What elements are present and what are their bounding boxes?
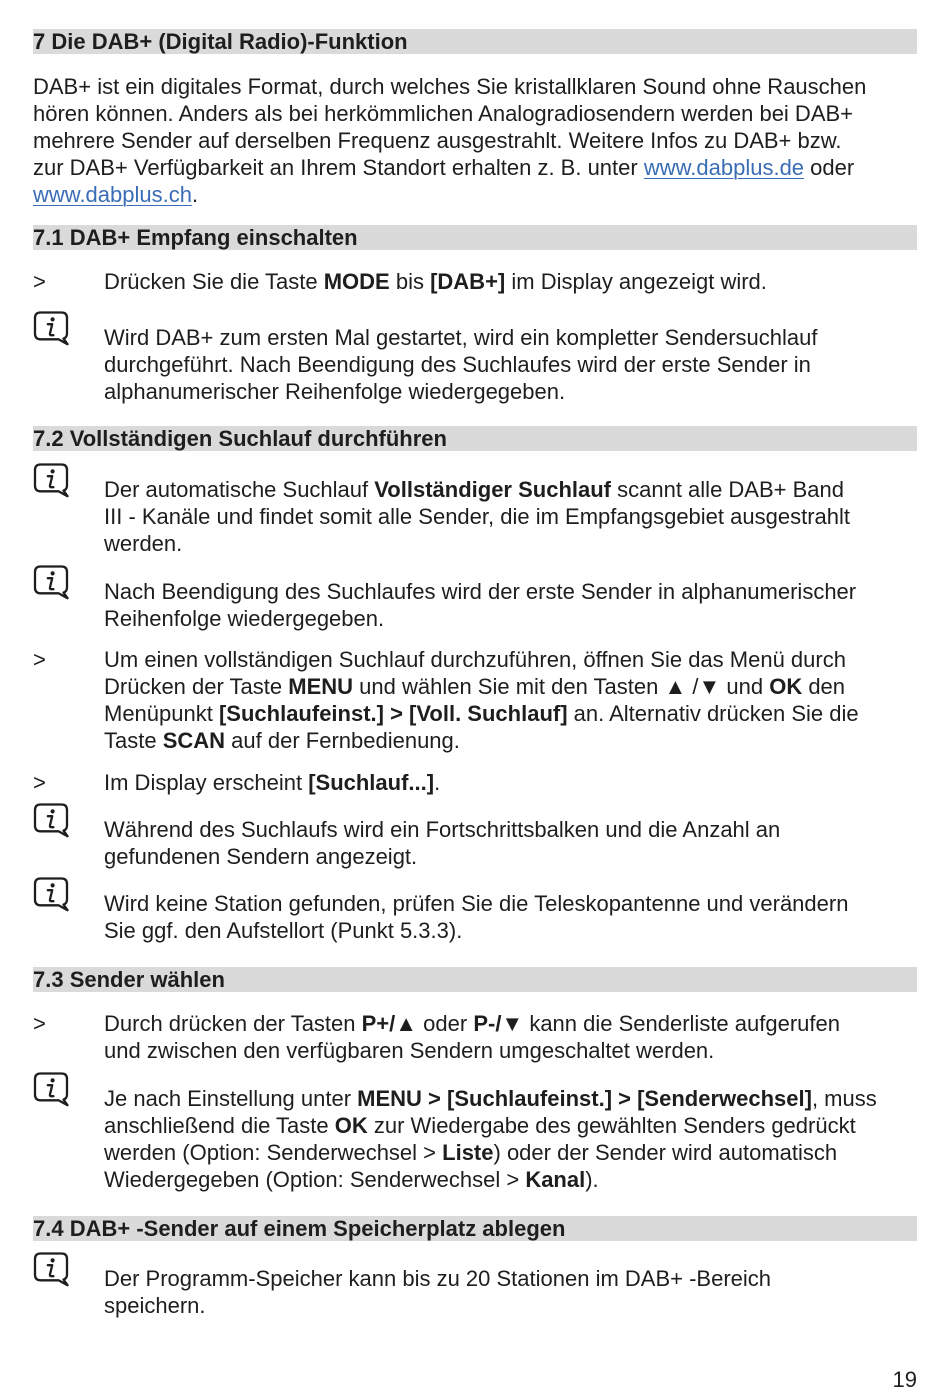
step-marker: > [33,269,46,294]
menu-term-full-scan: Vollständiger Suchlauf [374,477,612,502]
section-heading-7-2: 7.2 Vollständigen Suchlauf durchführen [33,426,917,451]
text-segment: . [434,770,441,795]
dabplus-de-link[interactable]: www.dabplus.de [643,155,805,180]
section-heading-7-3: 7.3 Sender wählen [33,967,917,992]
section-heading-7-4: 7.4 DAB+ -Sender auf einem Speicherplatz ablegen [33,1216,917,1241]
text-segment: und wählen Sie mit den Tasten ▲ /▼ und [353,674,770,699]
text-segment: ). [585,1167,599,1192]
key-scan: SCAN [162,728,226,753]
text-segment: an. Alternativ drücken Sie die Taste [104,701,859,753]
text-segment: den Menüpunkt [104,674,846,726]
instruction-step [33,646,917,754]
info-icon [33,565,69,600]
instruction-step [33,1010,917,1064]
display-label-dab: [DAB+] [430,269,506,294]
text-segment: auf der Fernbedienung. [225,728,460,753]
text-segment: Drücken Sie die Taste [104,269,324,294]
text-segment: bis [389,269,431,294]
info-icon [33,311,69,346]
text-segment: Je nach Einstellung unter [104,1086,358,1111]
key-mode: MODE [323,269,390,294]
note-text [104,1072,917,1193]
note-text [104,463,917,557]
key-p-minus: P-/▼ [473,1011,524,1036]
text-segment: zur Wiedergabe des gewählten Senders gedrückt werden (Option: Senderwechsel > [104,1113,856,1165]
menu-path: MENU > [Suchlaufeinst.] > [Senderwechsel] [357,1086,812,1111]
text-segment: scannt alle DAB+ Band III - Kanäle und findet somit alle Sender, die im Empfangsgebiet ausgestrahlt werden. [104,477,850,556]
key-menu: MENU [288,674,354,699]
note-text: Wird DAB+ zum ersten Mal gestartet, wird ein kompletter Sendersuchlauf durchgeführt. Nach Beendigung des Suchlaufes wird der erste Sender in alphanumerischer Reihenfolge wiedergegeben. [104,325,818,404]
page-number: 19 [892,1367,917,1392]
option-liste: Liste [442,1140,494,1165]
info-icon [33,803,69,838]
info-note [33,463,917,557]
info-icon [33,463,69,498]
intro-text: . [191,182,199,207]
section-heading-7: 7 Die DAB+ (Digital Radio)-Funktion [33,29,917,54]
text-segment: kann die Senderliste aufgerufen und zwischen den verfügbaren Sendern umgeschaltet werden. [104,1011,840,1063]
info-note [33,565,917,632]
note-text: Während des Suchlaufs wird ein Fortschrittsbalken und die Anzahl an gefundenen Sendern angezeigt. [104,817,781,869]
text-segment: ) oder der Sender wird automatisch Wiedergegeben (Option: Senderwechsel > [104,1140,838,1192]
text-segment: , muss anschließend die Taste [104,1086,877,1138]
info-note [33,1252,917,1319]
info-note [33,877,917,944]
step-text [104,1010,917,1064]
text-segment: Der automatische Suchlauf [104,477,375,502]
text-segment: oder [417,1011,474,1036]
step-text [104,268,917,295]
intro-paragraph [33,73,917,208]
step-text [104,646,917,754]
key-ok: OK [769,674,803,699]
text-segment: im Display angezeigt wird. [505,269,767,294]
note-text: Nach Beendigung des Suchlaufes wird der erste Sender in alphanumerischer Reihenfolge wiedergegeben. [104,579,857,631]
text-segment: Durch drücken der Tasten [104,1011,362,1036]
option-kanal: Kanal [525,1167,586,1192]
step-marker: > [33,647,46,672]
info-note [33,803,917,870]
info-icon [33,1072,69,1107]
step-marker: > [33,1011,46,1036]
info-note [33,1072,917,1193]
note-text: Der Programm-Speicher kann bis zu 20 Stationen im DAB+ -Bereich speichern. [104,1266,772,1318]
intro-text: oder [810,155,855,180]
key-p-plus: P+/▲ [361,1011,418,1036]
step-marker: > [33,770,46,795]
text-segment: Um einen vollständigen Suchlauf durchzuführen, öffnen Sie das Menü durch Drücken der Taste [104,647,846,699]
info-note [33,311,917,405]
instruction-step [33,769,917,796]
display-label-scan: [Suchlauf...] [308,770,435,795]
menu-path: [Suchlaufeinst.] > [Voll. Suchlauf] [218,701,568,726]
key-ok: OK [334,1113,368,1138]
step-text [104,769,917,796]
info-icon [33,1252,69,1287]
instruction-step [33,268,917,295]
note-text: Wird keine Station gefunden, prüfen Sie die Teleskopantenne und verändern Sie ggf. den Aufstellort (Punkt 5.3.3). [104,891,849,943]
dabplus-ch-link[interactable]: www.dabplus.ch [33,182,192,207]
info-icon [33,877,69,912]
intro-text: DAB+ ist ein digitales Format, durch welches Sie kristallklaren Sound ohne Rauschen hören können. Anders als bei herkömmlichen Analogradiosendern werden bei DAB+ mehrere Sender auf derselben Frequenz ausgestrahlt. Weitere Infos zu DAB+ bzw. zur DAB+ Verfügbarkeit an Ihrem Standort erhalten z. B. unter [33,74,867,180]
text-segment: Im Display erscheint [104,770,309,795]
section-heading-7-1: 7.1 DAB+ Empfang einschalten [33,225,917,250]
